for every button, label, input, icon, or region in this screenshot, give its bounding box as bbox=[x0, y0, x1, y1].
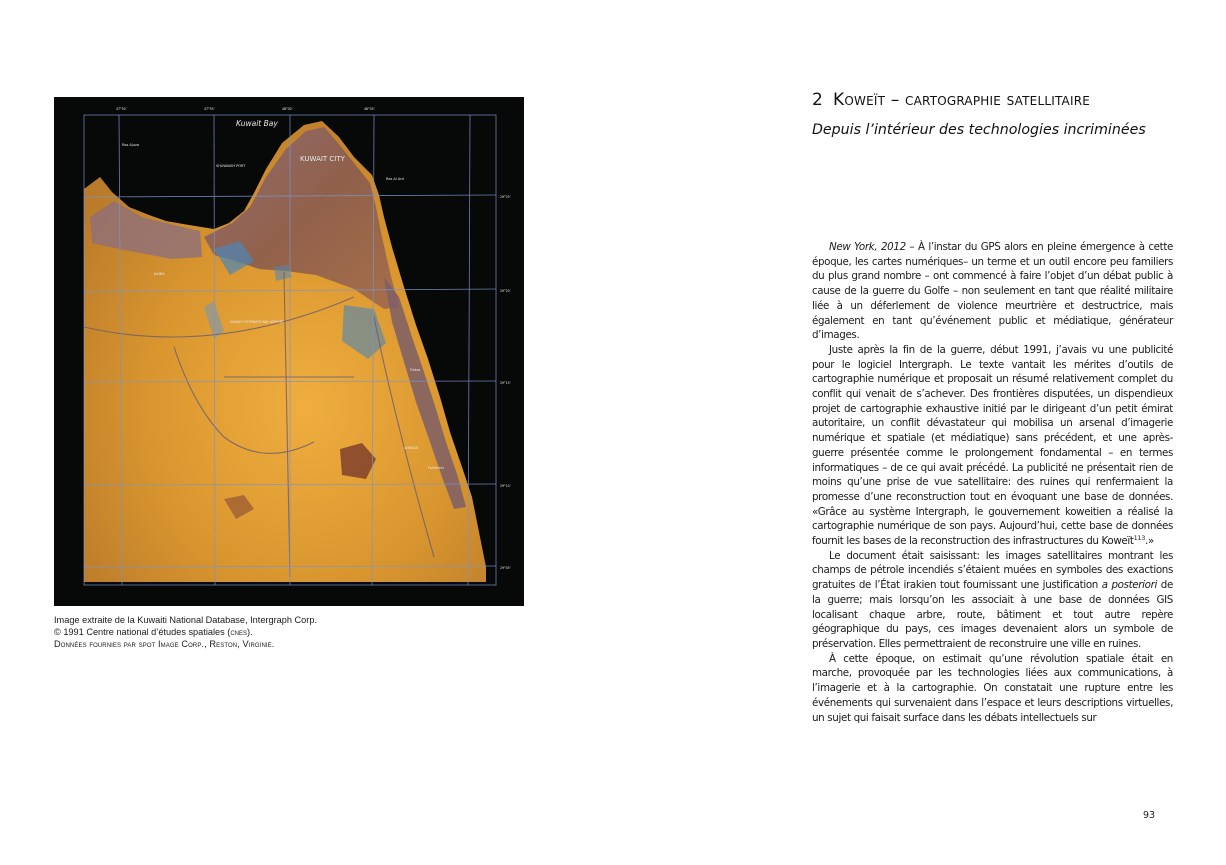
map-label-fahaheel: Fahaheel bbox=[428, 466, 444, 470]
map-coord-right: 29°10' bbox=[500, 484, 511, 488]
chapter-heading bbox=[812, 88, 1182, 141]
figure-caption bbox=[54, 614, 414, 650]
map-coord-top: 48°00' bbox=[282, 107, 293, 111]
map-coord-right: 29°15' bbox=[500, 381, 511, 385]
paragraph-2-end: .» bbox=[1144, 535, 1154, 548]
map-label-city: KUWAIT CITY bbox=[300, 155, 345, 163]
paragraph-2-text: Juste après la fin de la guerre, début 1991, j’avais vu une publicité pour le logiciel Intergraph. Le texte vantait les mérites d’outils de cartographie numérique et proposait un résumé relativement complet du conflit qui venait de s’achever. Des frontières disputées, un dispendieux projet de cartographie exhaustive initié par le dirigeant d’un petit émirat autoritaire, un conflit dévastateur qui mobilisa un arsenal d’imagerie numérique et spatiale (et médiatique) sans précédent, et une après-guerre présentée comme le prolongement fondamental – en termes informatiques – de ce qui avait précédé. La publicité ne présentait rien de moins qu’une prise de vue satellitaire: des ruines qui renfermaient la promesse d’une reconstruction tout en évoquant une base de données. «Grâce au système Intergraph, le gouvernement koweitien a réalisé la cartographie numérique de son pays. Aujourd’hui, cette base de données fournit les bases de la reconstruction des infrastructures du Koweït bbox=[812, 343, 1173, 548]
map-label-fintas: Fintas bbox=[410, 368, 421, 372]
paragraph-4 bbox=[812, 652, 1173, 726]
paragraph-3 bbox=[812, 549, 1173, 652]
map-coord-top: 48°05' bbox=[364, 107, 375, 111]
map-label-bay: Kuwait Bay bbox=[236, 119, 278, 128]
page-number: 93 bbox=[1143, 810, 1156, 821]
map-label-ras-ajuza: Ras Ajuza bbox=[122, 143, 140, 147]
paragraph-1-text: – À l’instar du GPS alors en pleine émergence à cette époque, les cartes numériques– un terme et un outil encore peu familiers du plus grand nombre – ont commencé à faire l’objet d’un débat public à cause de la guerre du Golfe – non seulement en tant que réalité militaire liée à un déferlement de violence meurtrière et destructrice, mais également en tant qu’événement public et médiatique, générateur d’images. bbox=[812, 241, 1173, 342]
caption-copyright-suffix: ). bbox=[247, 627, 253, 637]
caption-source: Image extraite de la Kuwaiti National Database, Intergraph Corp. bbox=[54, 615, 318, 625]
chapter-subtitle: Depuis l’intérieur des technologies incriminées bbox=[812, 122, 1146, 138]
paragraph-3-text-a: Le document était saisissant: les images satellitaires montrant les champs de pétrole incendiés s’étaient muées en symboles des exactions gratuites de l’État irakien tout fournissant une justification bbox=[812, 549, 1173, 592]
map-label-jahra: JAHRA bbox=[154, 272, 165, 276]
paragraph-3-text-b: de la guerre; mais lorsqu’on les associait à une base de données GIS localisant chaque arbre, route, bâtiment et tout autre repère géographique du pays, ces images devenaient alors un symbole de préservation. Elles permettraient de reconstruire une ville en ruines. bbox=[812, 579, 1173, 650]
map-coord-top: 47°50' bbox=[116, 107, 127, 111]
map-coord-right: 29°25' bbox=[500, 195, 511, 199]
paragraph-4-text: À cette époque, on estimait qu’une révolution spatiale était en marche, provoquée par les technologies liées aux communications, à l’imagerie et à la cartographie. On constatait une rupture entre les événements qui survenaient dans l’espace et leurs descriptions virtuelles, un sujet qui faisait surface dans les débats intellectuels sur bbox=[812, 652, 1173, 724]
map-coord-right: 29°20' bbox=[500, 289, 511, 293]
footnote-ref[interactable]: 113 bbox=[1133, 534, 1145, 543]
chapter-title-text: Koweït – cartographie satellitaire bbox=[833, 90, 1091, 110]
map-label-ahmadi: AHMADI bbox=[404, 446, 419, 450]
paragraph-2 bbox=[812, 343, 1173, 549]
map-label-shuwaikh: SHUWAIKH PORT bbox=[216, 164, 246, 168]
paragraph-1-place-date: New York, 2012 bbox=[829, 241, 906, 253]
paragraph-1 bbox=[812, 240, 1173, 343]
map-label-ras-al-ard: Ras Al Ard bbox=[386, 177, 404, 181]
chapter-number: 2 bbox=[812, 90, 824, 110]
caption-cnes: cnes bbox=[230, 627, 248, 637]
caption-credits: Données fournies par spot Image Corp., Reston, Virginie. bbox=[54, 639, 275, 649]
satellite-map-figure bbox=[54, 97, 524, 606]
map-coord-top: 47°55' bbox=[204, 107, 215, 111]
map-coord-right: 29°05' bbox=[500, 566, 511, 570]
paragraph-3-emphasis: a posteriori bbox=[1101, 579, 1158, 592]
caption-copyright bbox=[54, 626, 414, 638]
caption-copyright-prefix: © 1991 Centre national d’études spatiales ( bbox=[54, 627, 231, 637]
map-label-airport: KUWAIT INTERNATIONAL AIRPORT bbox=[230, 320, 284, 324]
body-text bbox=[812, 240, 1173, 725]
chapter-title bbox=[812, 88, 1182, 112]
satellite-map bbox=[54, 97, 524, 606]
